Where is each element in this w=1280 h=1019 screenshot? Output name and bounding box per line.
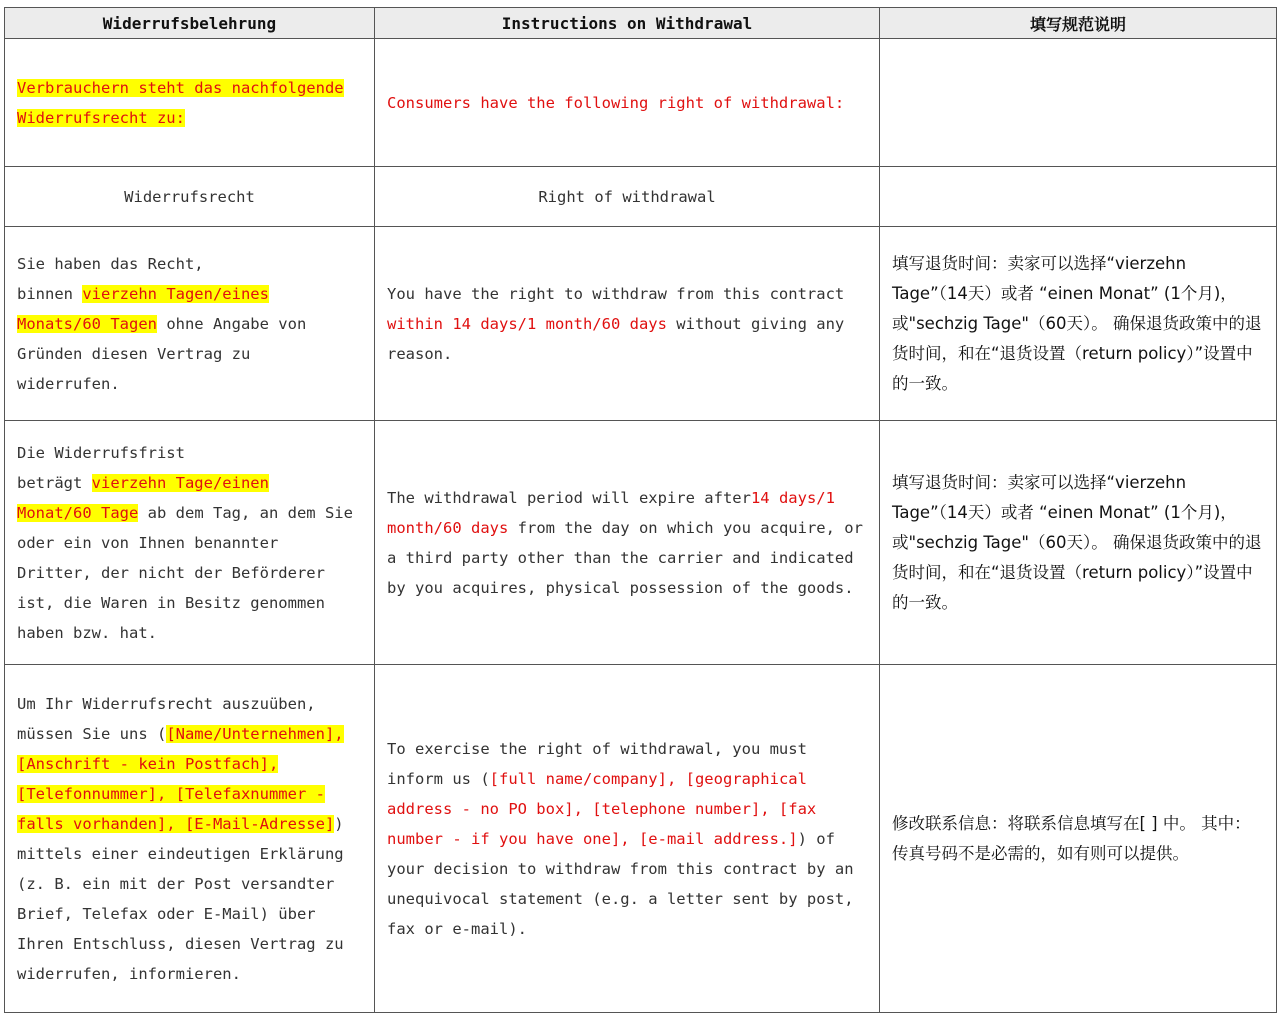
highlighted-text: Verbrauchern steht das nachfolgende bbox=[17, 78, 344, 97]
text-segment: Sie haben das Recht, bbox=[17, 254, 204, 273]
text-segment: ) of your decision to withdraw from this contract by an unequivocal statement (e.g. a letter sent by post, fax or e-mail). bbox=[387, 829, 854, 938]
cell-english bbox=[375, 227, 880, 421]
red-text: [full name/company], [geographical address - no PO box], [telephone number], [fax number - if you have one], [e-mail address.] bbox=[387, 769, 817, 848]
cell-german: Widerrufsrecht bbox=[5, 167, 375, 227]
text-segment: binnen bbox=[17, 284, 83, 303]
text-segment: without giving any reason. bbox=[387, 314, 845, 363]
cell-english bbox=[375, 665, 880, 1013]
cell-english bbox=[375, 421, 880, 665]
table-row bbox=[5, 39, 1277, 167]
header-chinese: 填写规范说明 bbox=[880, 8, 1277, 39]
cell-english: Consumers have the following right of withdrawal: bbox=[375, 39, 880, 167]
red-text: 14 days/1 month/60 days bbox=[387, 488, 835, 537]
highlighted-text: vierzehn Tagen/eines bbox=[82, 284, 269, 303]
text-segment: Um Ihr Widerrufsrecht auszuüben, müssen Sie uns ( bbox=[17, 694, 316, 743]
text-segment: The withdrawal period will expire after bbox=[387, 488, 751, 507]
text-segment: ab dem Tag, an dem Sie oder ein von Ihnen benannter Dritter, der nicht der Beförderer ist, die Waren in Besitz genommen haben bzw. hat. bbox=[17, 503, 353, 642]
highlighted-text: Monats/60 Tagen bbox=[17, 314, 157, 333]
cell-german bbox=[5, 39, 375, 167]
header-english: Instructions on Withdrawal bbox=[375, 8, 880, 39]
cell-german bbox=[5, 227, 375, 421]
highlighted-text: Widerrufsrecht zu: bbox=[17, 108, 185, 127]
header-row bbox=[5, 8, 1277, 39]
red-text: within 14 days/1 month/60 days bbox=[387, 314, 677, 333]
cell-chinese bbox=[880, 39, 1277, 167]
highlighted-text: Monat/60 Tage bbox=[17, 503, 139, 522]
cell-english: Right of withdrawal bbox=[375, 167, 880, 227]
text-segment: ohne Angabe von Gründen diesen Vertrag zu widerrufen. bbox=[17, 314, 307, 393]
table-row bbox=[5, 421, 1277, 665]
text-segment: from the day on which you acquire, or a third party other than the carrier and indicated by you acquires, physical possession of the goods. bbox=[387, 518, 863, 597]
text-segment: You have the right to withdraw from this contract bbox=[387, 284, 845, 303]
highlighted-text: vierzehn Tage/einen bbox=[91, 473, 269, 492]
table-row bbox=[5, 167, 1277, 227]
table-row bbox=[5, 665, 1277, 1013]
table-row bbox=[5, 227, 1277, 421]
text-segment: To exercise the right of withdrawal, you must inform us ( bbox=[387, 739, 807, 788]
cell-german bbox=[5, 421, 375, 665]
withdrawal-instructions-table bbox=[4, 7, 1277, 1013]
cell-chinese bbox=[880, 167, 1277, 227]
cell-chinese: 填写退货时间：卖家可以选择“vierzehn Tage”（14天）或者 “einen Monat” (1个月)，或"sechzig Tage"（60天）。 确保退货政策中的退货时间，和在“退货设置（return policy）”设置中的一致。 bbox=[880, 421, 1277, 665]
text-segment: beträgt bbox=[17, 473, 92, 492]
header-german: Widerrufsbelehrung bbox=[5, 8, 375, 39]
cell-german bbox=[5, 665, 375, 1013]
text-segment: Die Widerrufsfrist bbox=[17, 443, 185, 462]
text-segment: ) mittels einer eindeutigen Erklärung (z. B. ein mit der Post versandter Brief, Telefax oder E-Mail) über Ihren Entschluss, diesen Vertrag zu widerrufen, informieren. bbox=[17, 814, 344, 983]
cell-chinese: 修改联系信息：将联系信息填写在[ ] 中。 其中：传真号码不是必需的，如有则可以提供。 bbox=[880, 665, 1277, 1013]
highlighted-text: [Name/Unternehmen], [Anschrift - kein Postfach], [Telefonnummer], [Telefaxnummer - falls vorhanden], [E-Mail-Adresse] bbox=[17, 724, 344, 833]
cell-chinese: 填写退货时间：卖家可以选择“vierzehn Tage”（14天）或者 “einen Monat” (1个月)，或"sechzig Tage"（60天）。 确保退货政策中的退货时间，和在“退货设置（return policy）”设置中的一致。 bbox=[880, 227, 1277, 421]
